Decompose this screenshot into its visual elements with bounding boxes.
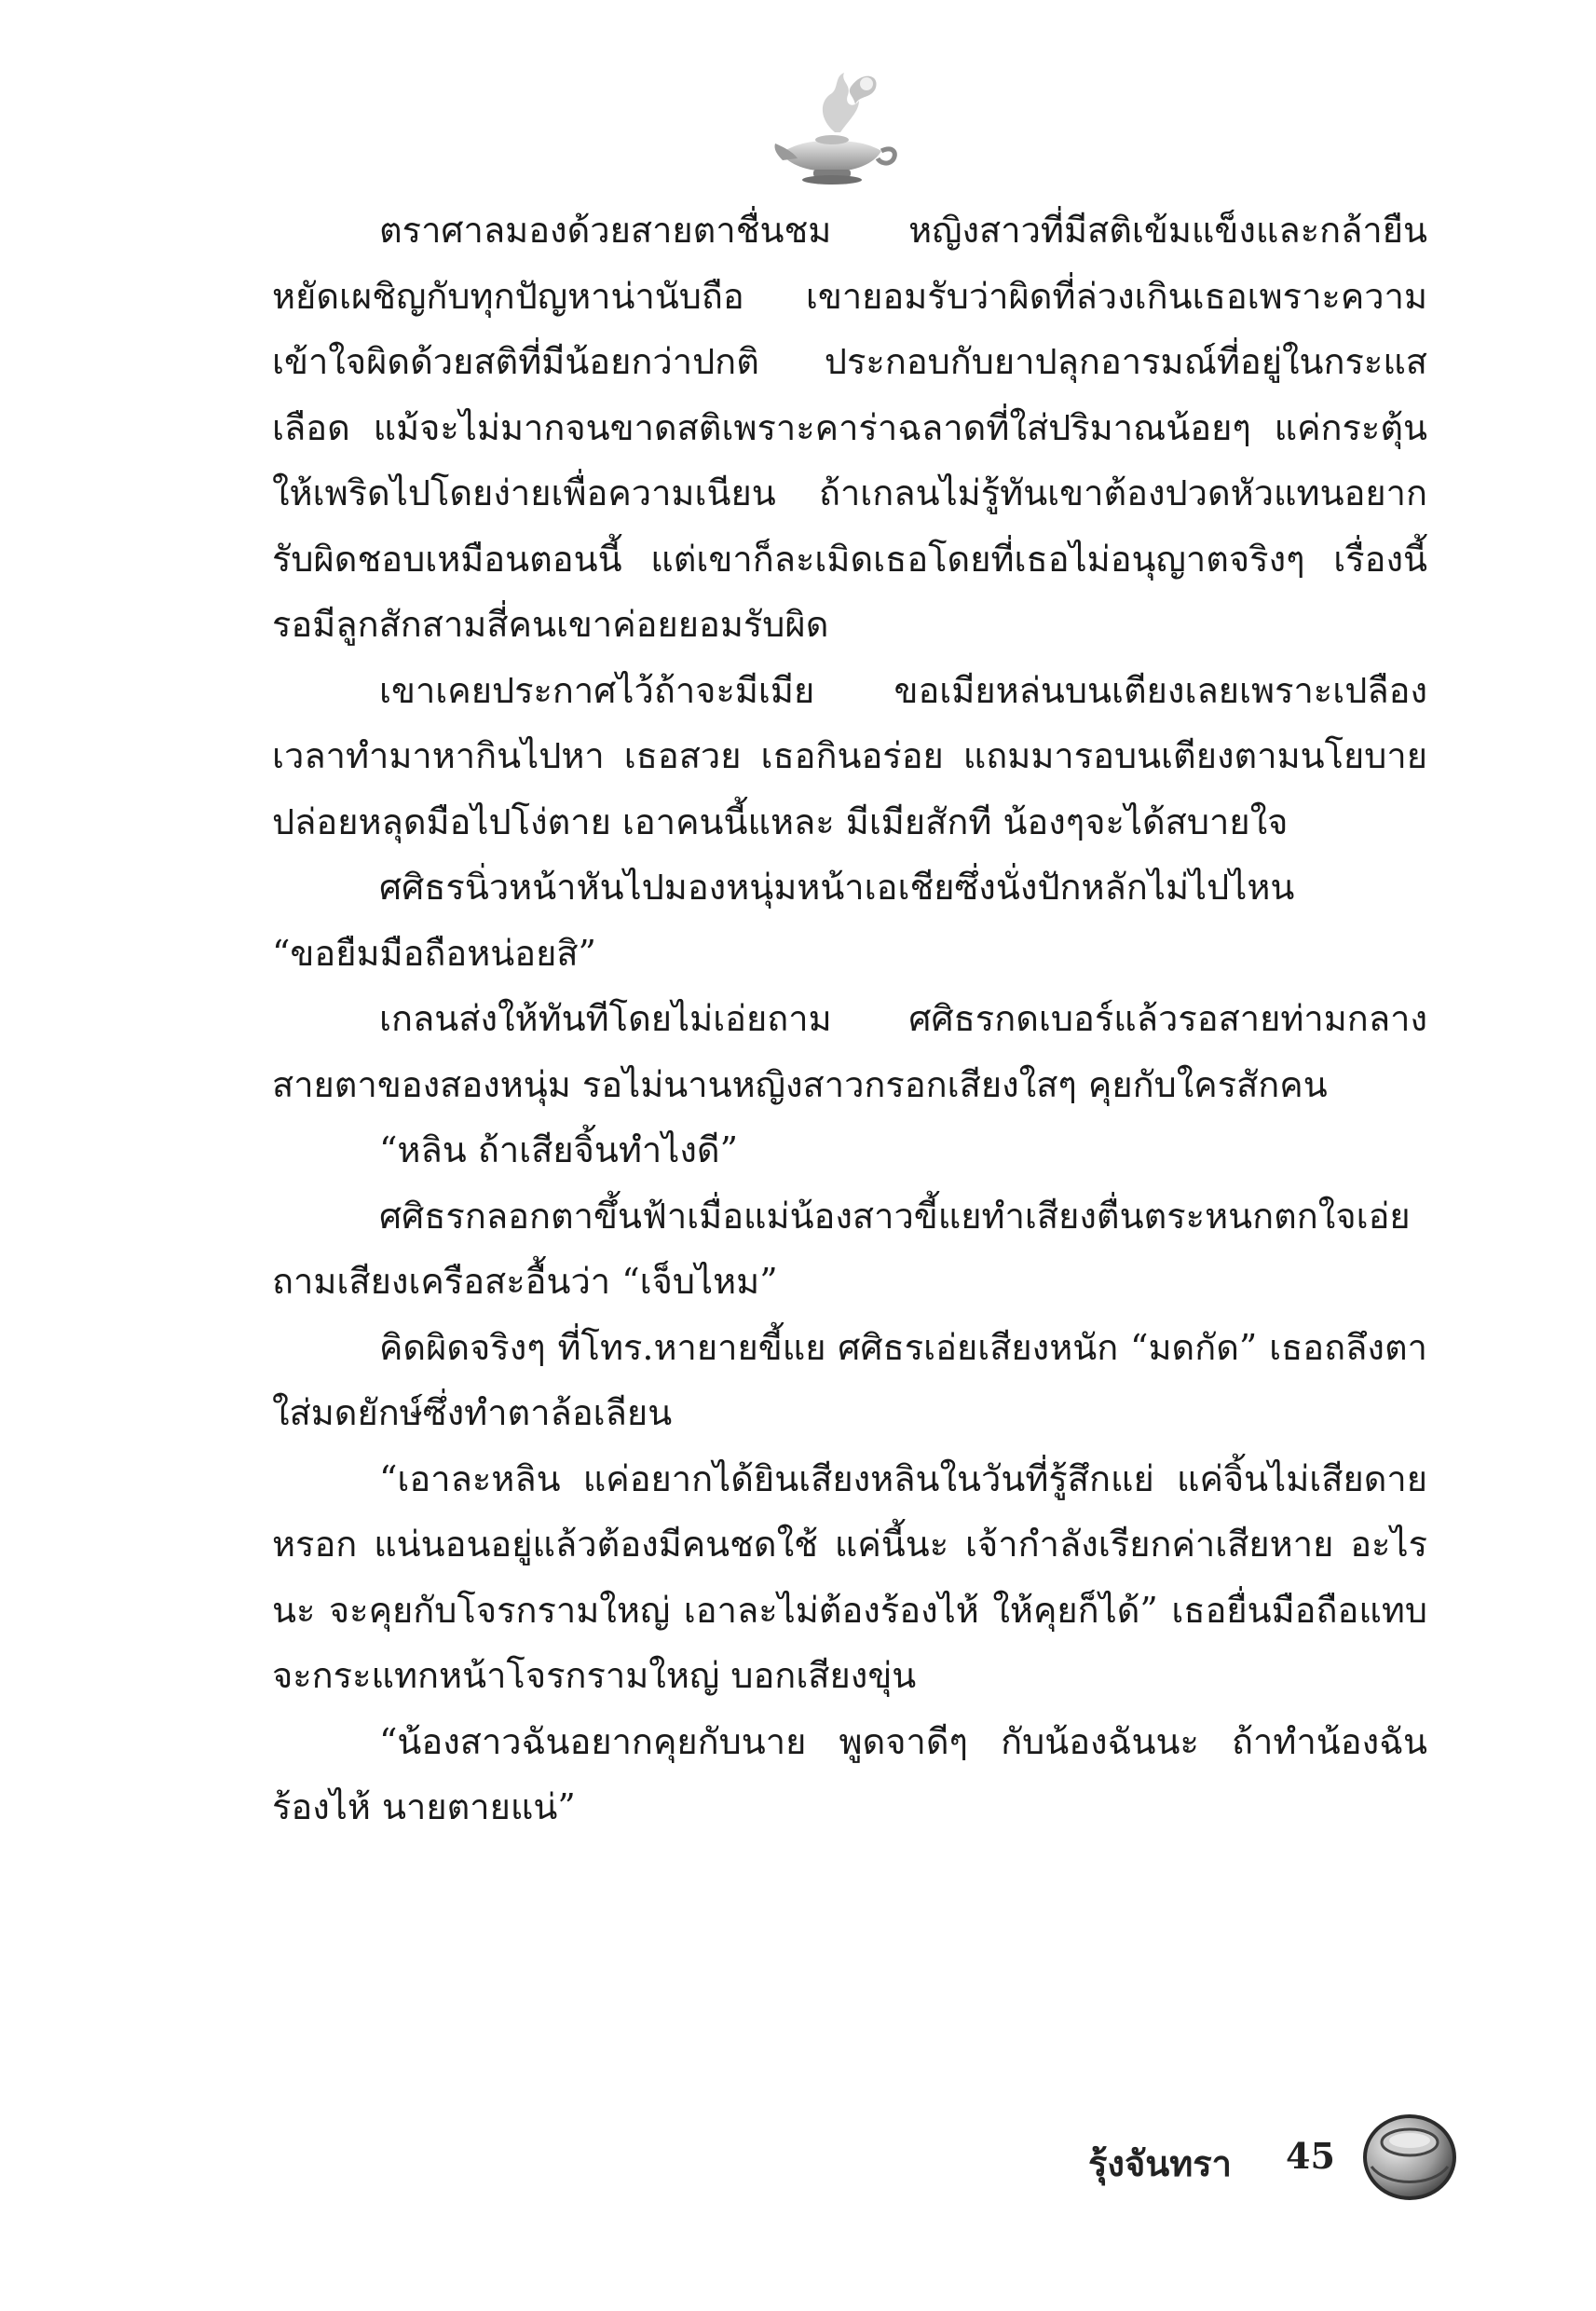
- paragraph: “เอาละหลิน แค่อยากได้ยินเสียงหลินในวันที่รู้สึกแย่ แค่จิ้นไม่เสียดายหรอก แน่นอนอยู่แล้วต้องมีคนชดใช้ แค่นี้นะ เจ้ากำลังเรียกค่าเสียหาย อะไรนะ จะคุยกับโจรกรามใหญ่ เอาละไม่ต้องร้องไห้ ให้คุยก็ได้” เธอยื่นมือถือแทบจะกระแทกหน้าโจรกรามใหญ่ บอกเสียงขุ่น: [272, 1457, 1427, 1696]
- paragraph: “น้องสาวฉันอยากคุยกับนาย พูดจาดีๆ กับน้องฉันนะ ถ้าทำน้องฉันร้องไห้ นายตายแน่”: [272, 1720, 1427, 1827]
- page-footer: [1088, 2109, 1461, 2202]
- pot-icon: [1358, 2109, 1461, 2202]
- paragraph: ศศิธรนิ่วหน้าหันไปมองหนุ่มหน้าเอเชียซึ่งนั่งปักหลักไม่ไปไหน: [379, 867, 1295, 908]
- book-title: รุ้งจันทรา: [1088, 2142, 1233, 2184]
- paragraph: ตราศาลมองด้วยสายตาชื่นชม หญิงสาวที่มีสติเข้มแข็งและกล้ายืนหยัดเผชิญกับทุกปัญหาน่านับถือ เขายอมรับว่าผิดที่ล่วงเกินเธอเพราะความเข้าใจผิดด้วยสติที่มีน้อยกว่าปกติ ประกอบกับยาปลุกอารมณ์ที่อยู่ในกระแสเลือด แม้จะไม่มากจนขาดสติเพราะคาร่าฉลาดที่ใส่ปริมาณน้อยๆ แค่กระตุ้นให้เพริดไปโดยง่ายเพื่อความเนียน ถ้าเกลนไม่รู้ทันเขาต้องปวดหัวแทนอยากรับผิดชอบเหมือนตอนนี้ แต่เขาก็ละเมิดเธอโดยที่เธอไม่อนุญาตจริงๆ เรื่องนี้รอมีลูกสักสามสี่คนเขาค่อยยอมรับผิด: [272, 210, 1427, 645]
- paragraph: เกลนส่งให้ทันทีโดยไม่เอ่ยถาม ศศิธรกดเบอร์แล้วรอสายท่ามกลางสายตาของสองหนุ่ม รอไม่นานหญิงสาวกรอกเสียงใสๆ คุยกับใครสักคน: [272, 998, 1427, 1105]
- paragraph: ศศิธรกลอกตาขึ้นฟ้าเมื่อแม่น้องสาวขี้แยทำเสียงตื่นตระหนกตกใจเอ่ยถามเสียงเครือสะอื้นว่า “เจ็บไหม”: [272, 1195, 1411, 1302]
- paragraph: เขาเคยประกาศไว้ถ้าจะมีเมีย ขอเมียหล่นบนเตียงเลยเพราะเปลืองเวลาทำมาหากินไปหา เธอสวย เธอกินอร่อย แถมมารอบนเตียงตามนโยบาย ปล่อยหลุดมือไปโง่ตาย เอาคนนี้แหละ มีเมียสักที น้องๆจะได้สบายใจ: [272, 669, 1427, 842]
- paragraph: คิดผิดจริงๆ ที่โทร.หายายขี้แย ศศิธรเอ่ยเสียงหนัก “มดกัด” เธอถลึงตาใส่มดยักษ์ซึ่งทำตาล้อเลียน: [272, 1326, 1427, 1433]
- page-number: 45: [1286, 2135, 1335, 2177]
- paragraph: “หลิน ถ้าเสียจิ้นทำไงดี”: [379, 1129, 739, 1170]
- genie-lamp-icon: [762, 67, 902, 188]
- paragraph: “ขอยืมมือถือหน่อยสิ”: [272, 932, 596, 974]
- body-text: [272, 198, 1427, 1840]
